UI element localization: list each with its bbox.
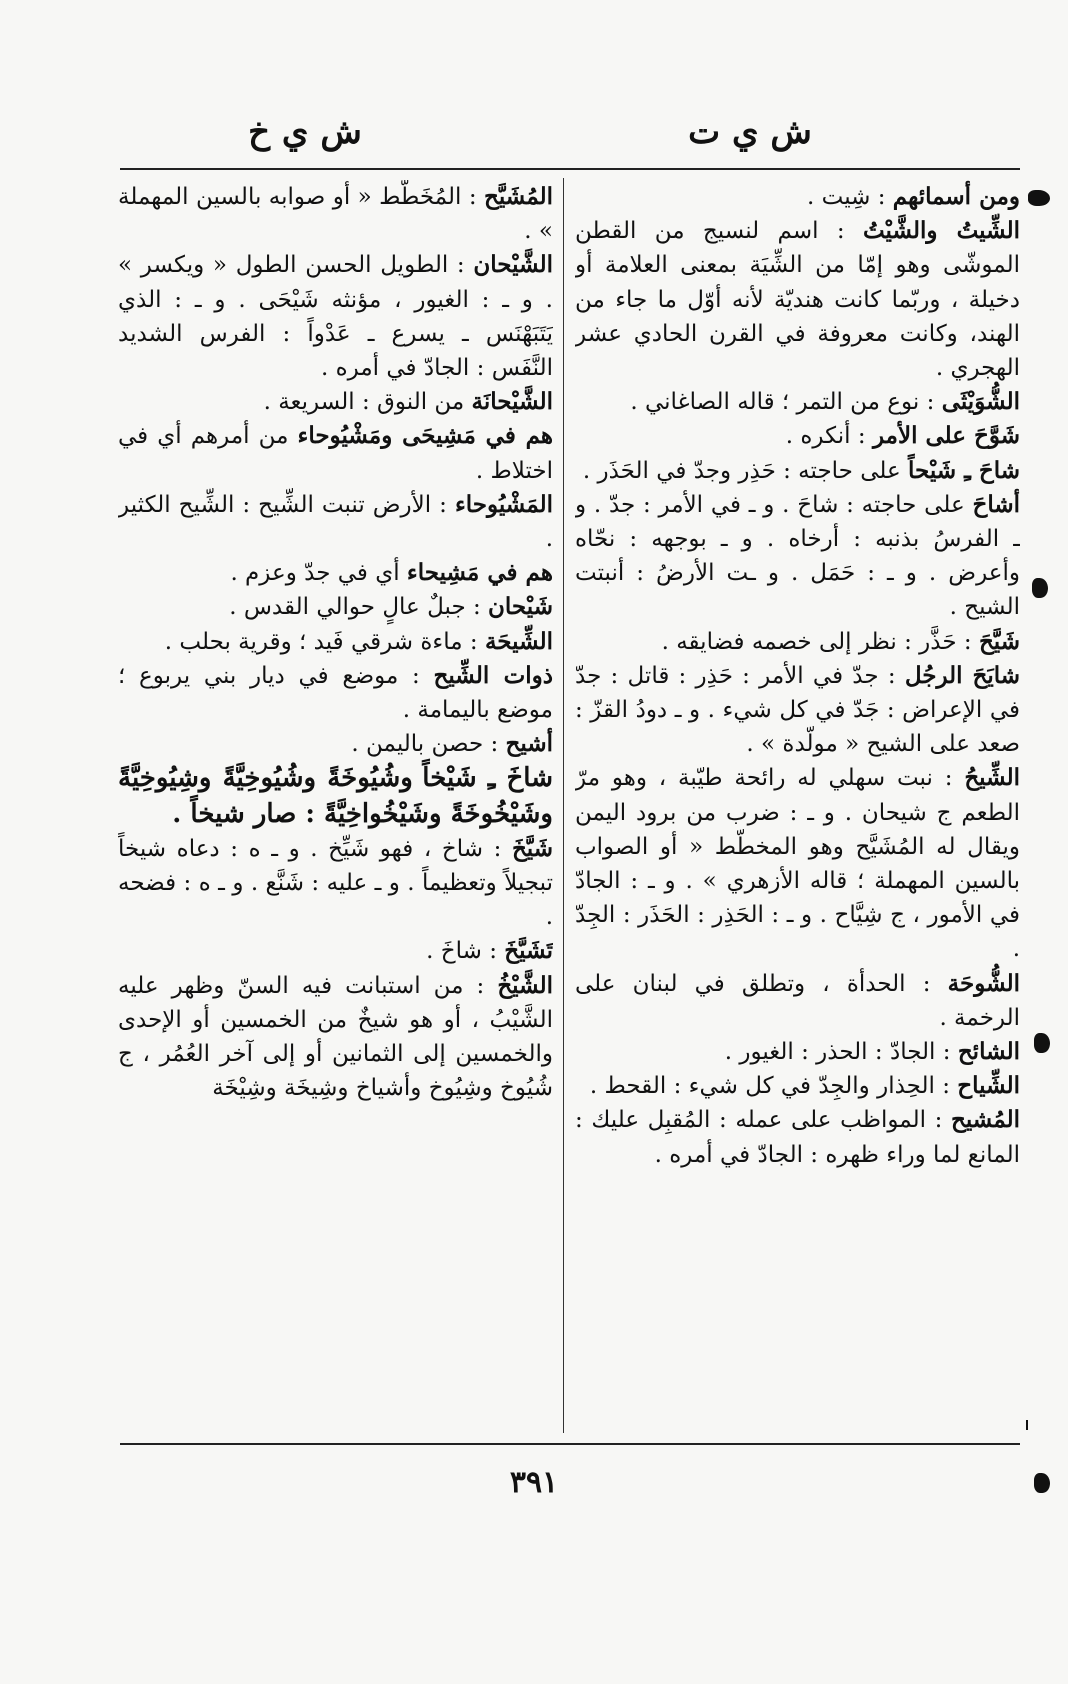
definition: : المواظب على عمله : المُقبِل عليك : المانع لما وراء ظهره : الجادّ في أمره .: [575, 1107, 1020, 1168]
dictionary-entry: [118, 934, 553, 968]
left-running-header: ش ي خ: [248, 112, 362, 152]
headword: هم في مَشِيحاء: [406, 559, 553, 587]
bottom-rule: [120, 1443, 1020, 1445]
headword: المَشْيُوحاء: [454, 490, 553, 518]
headword: أشيح: [505, 730, 553, 758]
scan-blot-mark: [1034, 1473, 1050, 1493]
dictionary-entry: [118, 625, 553, 659]
dictionary-entry: [575, 967, 1020, 1035]
dictionary-entry: [575, 419, 1020, 453]
dictionary-entry: [118, 488, 553, 556]
right-column: [575, 180, 1020, 1430]
dictionary-entry: [118, 761, 553, 831]
dictionary-entry: [118, 590, 553, 624]
headword: هم في مَشِيحَى ومَشْيُوحاء: [297, 422, 553, 450]
definition: : الحدأة ، وتطلق في لبنان على الرخمة .: [575, 970, 1020, 1031]
dictionary-entry: [118, 385, 553, 419]
definition: : الجادّ : الحذر : الغيور .: [724, 1039, 951, 1066]
headword: المُشَيَّح: [484, 183, 553, 210]
dictionary-entry: [118, 969, 553, 1106]
column-divider: [563, 178, 564, 1433]
headword: شَوَّحَ على الأمر: [872, 422, 1020, 450]
dictionary-entry: [118, 419, 553, 487]
headword: الشُّوَيْثَى: [941, 388, 1020, 416]
dictionary-entry: [575, 214, 1020, 385]
dictionary-entry: [575, 385, 1020, 419]
scan-blot-mark: [1032, 578, 1048, 598]
definition: : حصن باليمن .: [351, 731, 499, 758]
headword: شاحَ ـِ شَيْحاً: [908, 456, 1020, 484]
definition: : الطويل الحسن الطول « ويكسر » . و ـ : الغيور ، مؤنثه شَيْحَى . و ـ : الذي يَتَبَهْنَس ـ يسرع ـ عَدْواً : الفرس الشديد النَّفَس : الجادّ في أمره .: [118, 252, 553, 382]
definition: : نوع من التمر ؛ قاله الصاغاني .: [630, 389, 935, 416]
definition: : ماءة شرقي فَيد ؛ وقرية بحلب .: [164, 628, 478, 655]
definition: : من استبانت فيه السنّ وظهر عليه الشَّيْبُ ، أو هو شيخٌ من الخمسين أو الإحدى والخمسين إلى الثمانين أو إلى آخر العُمُر ، ج شُيُوخ وشِيُوخ وأشياخ وشِيخَة وشِيْخَة: [118, 972, 553, 1102]
definition: على حاجته : شاحَ . و ـ في الأمر : جدّ . و ـ الفرسُ بذنبه : أرخاه . و ـ بوجهه : نحّاه وأعرض . و ـ : حَمَل . و ـت الأرضُ : أنبتت الشيح .: [575, 491, 1020, 621]
headword: الشائح: [957, 1038, 1020, 1066]
headword: المُشيح: [951, 1106, 1020, 1134]
dictionary-entry: [575, 1035, 1020, 1069]
scan-blot-mark: [1026, 1420, 1028, 1430]
definition: : شاخ ، فهو شَيِّخ . و ـ ه : دعاه شيخاً تبجيلاً وتعظيماً . و ـ عليه : شَنَّع . و ـ ه : فضحه .: [118, 835, 553, 931]
headword: شاخَ ـِ شَيْخاً: [422, 763, 553, 794]
headword: الشِّياح: [957, 1072, 1020, 1100]
definition: أي في جدّ وعزم .: [230, 560, 400, 587]
dictionary-entry: [575, 1069, 1020, 1103]
definition: : موضع في ديار بني يربوع ؛ موضع باليمامة .: [118, 662, 553, 724]
top-rule: [120, 168, 1020, 170]
right-running-header: ش ي ت: [688, 112, 812, 152]
definition: من النوق : السريعة .: [263, 389, 465, 416]
definition: : اسم لنسيج من القطن الموشّى وهو إمّا من الشِّيَة بمعنى العلامة أو دخيلة ، وربّما كانت هنديّة لأنه أوّل ما جاء من الهند، وكانت معروفة في القرن الحادي عشر الهجري .: [575, 218, 1020, 382]
headword: الشَّيْخُ: [497, 971, 553, 999]
definition: على حاجته : حَذِر وجدّ في الحَذَر .: [582, 457, 901, 484]
headword: الشِّيحَة: [484, 627, 553, 655]
dictionary-entry: [575, 488, 1020, 625]
definition: من أمرهم أي في اختلاط .: [118, 423, 553, 484]
definition: : أنكره .: [785, 423, 866, 450]
definition: : شِيت .: [806, 184, 886, 210]
headword: الشَّيْحان: [473, 251, 553, 279]
dictionary-entry: [575, 659, 1020, 762]
dictionary-entry: [575, 180, 1020, 214]
headword: الشَّيْحانَة: [471, 388, 553, 416]
definition: : المُخَطَّط « أو صوابه بالسين المهملة » .: [118, 184, 553, 245]
headword: ومن أسمائهم: [892, 183, 1020, 210]
headword: الشُّوحَة: [947, 969, 1020, 997]
definition: : حَذَّر : نظر إلى خصمه فضايقه .: [661, 628, 972, 655]
dictionary-entry: [118, 180, 553, 248]
definition: : الأرض تنبت الشِّيح : الشِّيح الكثير .: [118, 491, 553, 553]
dictionary-entry: [118, 556, 553, 590]
page-number: ٣٩١: [509, 1465, 559, 1500]
definition: : نبت سهلي له رائحة طيّبة ، وهو مرّ الطعم ج شيحان . و ـ : ضرب من برود اليمن ويقال له المُشَيَّح وهو المخطّط « أو الصواب بالسين المهملة ؛ قاله الأزهري » . و ـ : الجادّ في الأمور ، ج شِيَّاح . و ـ : الحَذِر : الحَذَر : الجِدّ .: [575, 765, 1020, 963]
headword: أشاحَ: [972, 490, 1020, 518]
scan-blot-mark: [1028, 190, 1050, 206]
dictionary-entry: [118, 248, 553, 385]
dictionary-entry: [575, 454, 1020, 488]
scan-blot-mark: [1034, 1033, 1050, 1053]
definition: : جدّ في الأمر : حَذِر : قاتل : جدّ في الإعراض : جَدّ في كل شيء . و ـ دودُ القزّ : صعد على الشيح « مولّدة » .: [575, 662, 1020, 758]
headword: الشِّيحُ: [964, 764, 1020, 792]
dictionary-entry: [118, 832, 553, 935]
headword: الشِّيتُ والشَّيْتُ: [862, 217, 1020, 245]
dictionary-entry: [118, 659, 553, 727]
dictionary-entry: [575, 1103, 1020, 1171]
headword: شَيْحان: [488, 593, 553, 621]
headword: شَيَّحَ: [978, 627, 1020, 655]
left-column: [118, 180, 553, 1430]
headword: شايَحَ الرجُل: [904, 661, 1020, 689]
dictionary-entry: [575, 625, 1020, 659]
definition: وشُيُوخَةً وشُيُوخِيَّةً وشِيُوخِيَّةً وشَيْخُوخَةً وشَيْخُواخِيَّةً : صار شيخاً .: [118, 763, 553, 829]
headword: ذوات الشِّيح: [433, 661, 553, 689]
headword: تَشَيَّخَ: [504, 937, 553, 965]
headword: شَيَّخَ: [511, 834, 553, 862]
dictionary-entry: [118, 727, 553, 761]
definition: : شاخَ .: [426, 938, 497, 965]
definition: : الحِذار والجِدّ في كل شيء : القحط .: [589, 1073, 950, 1100]
definition: : جبلٌ عالٍ حوالي القدس .: [229, 594, 481, 621]
dictionary-entry: [575, 761, 1020, 966]
